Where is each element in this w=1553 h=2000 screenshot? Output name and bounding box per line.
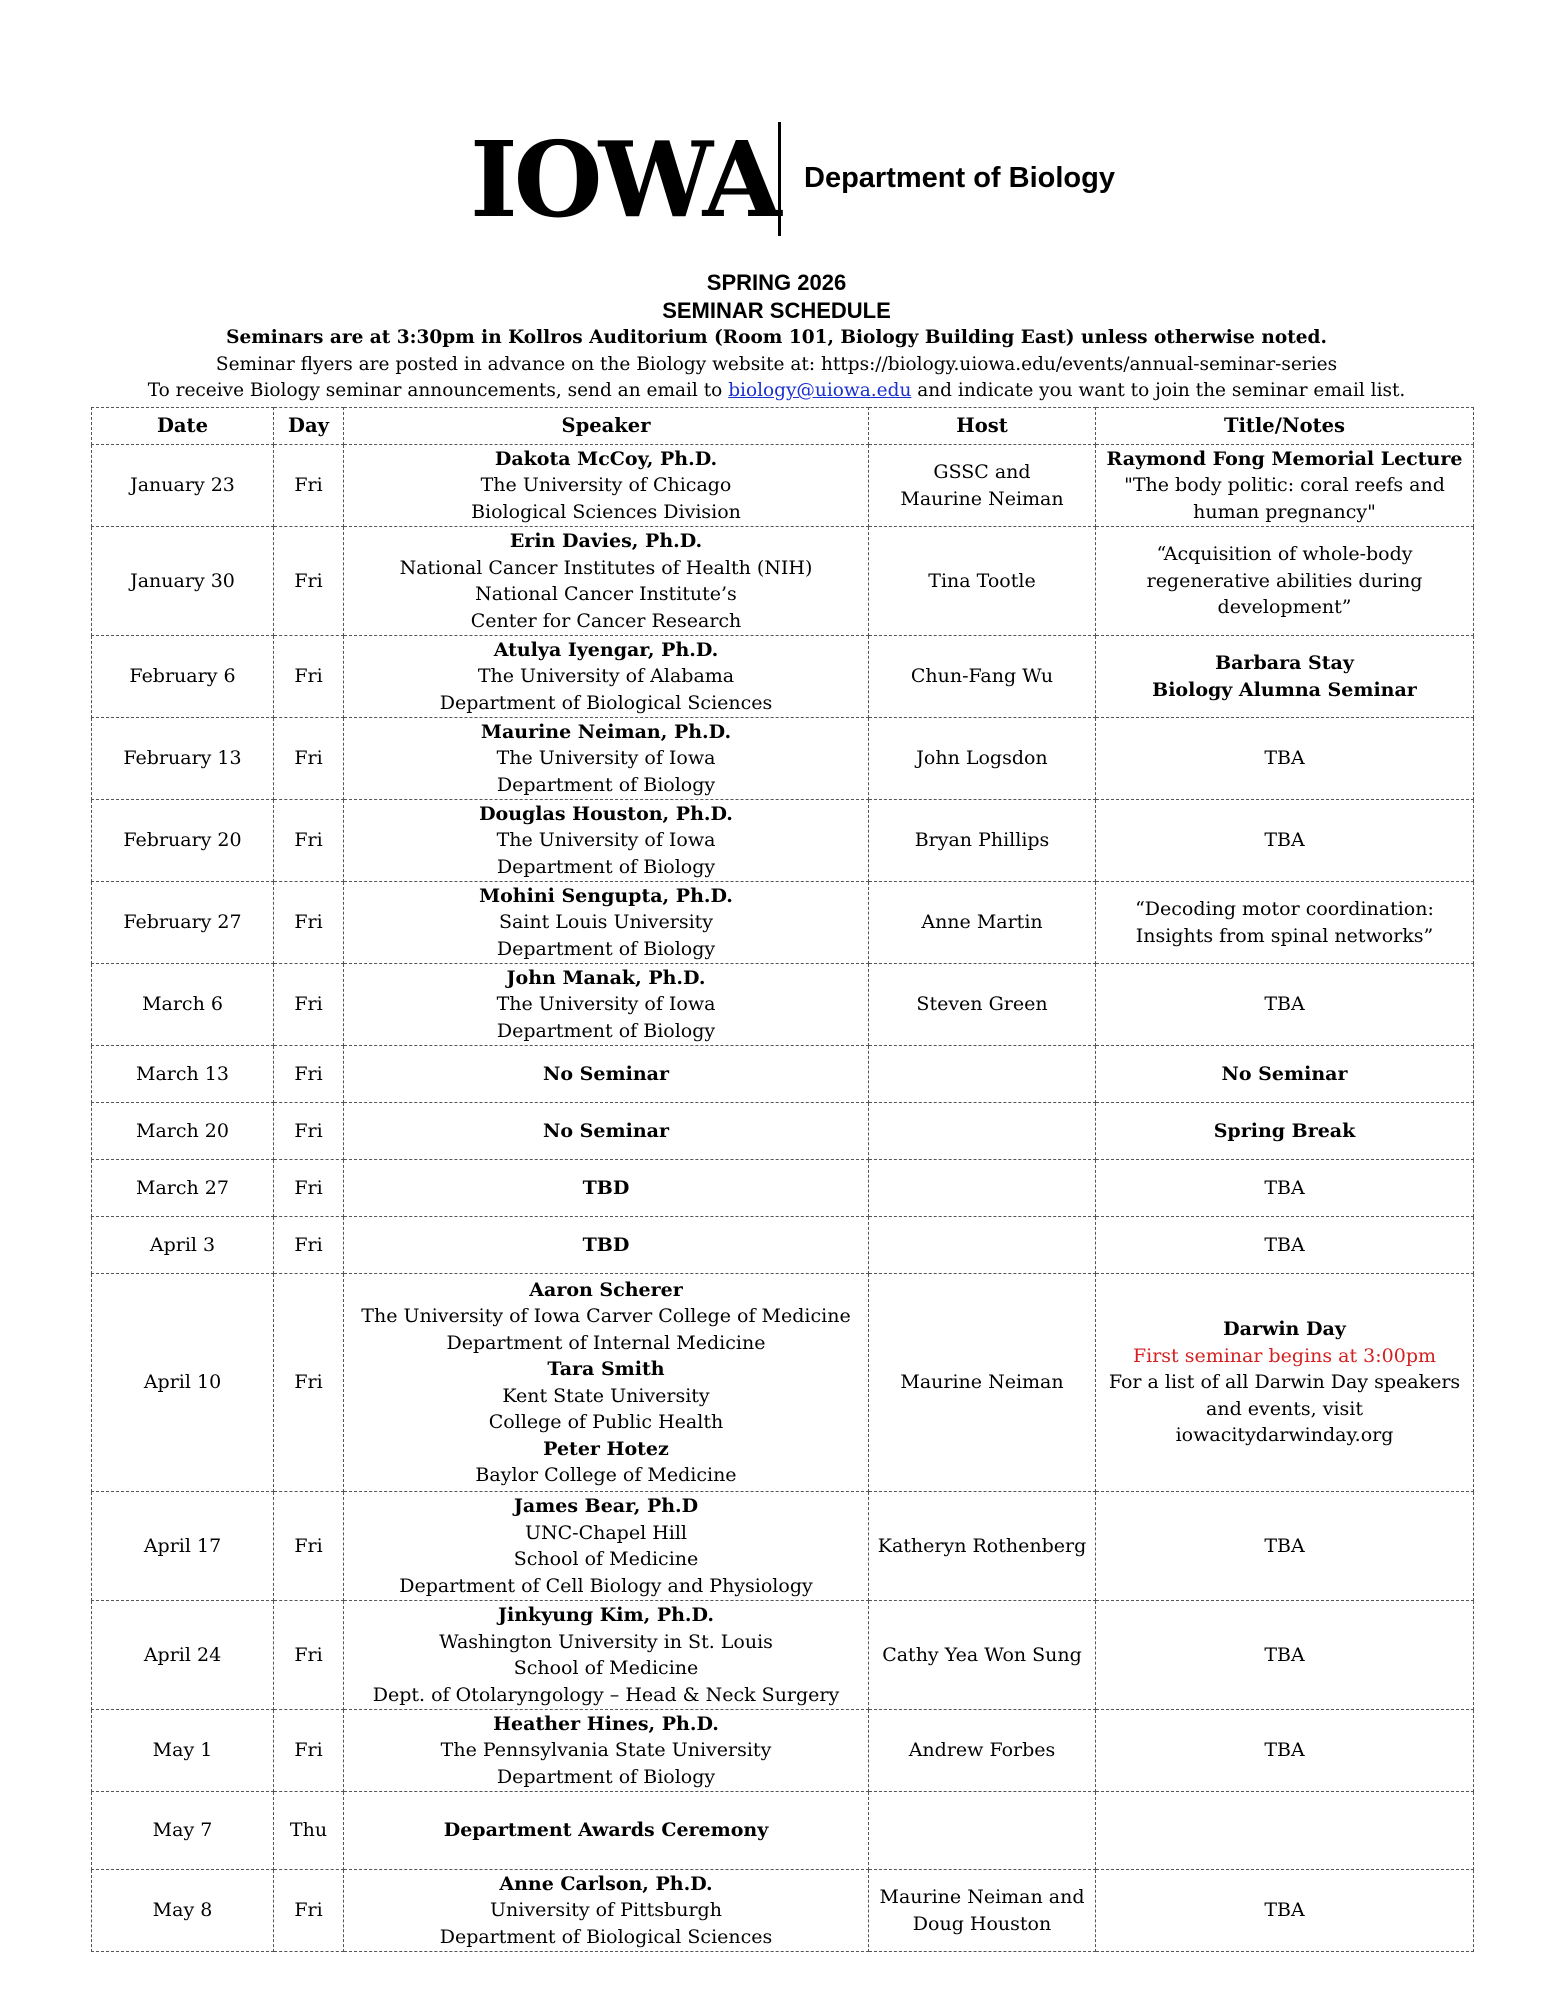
title-note-line: TBA: [1264, 1739, 1305, 1762]
speaker-affiliation: School of Medicine: [513, 1548, 699, 1570]
speaker-affiliation: Department of Biology: [496, 1765, 716, 1788]
column-header-speaker: Speaker: [344, 408, 869, 445]
host-name: Katheryn Rothenberg: [877, 1534, 1087, 1557]
cell-date: March 13: [92, 1046, 274, 1103]
title-note-line: Spring Break: [1213, 1119, 1356, 1142]
table-row: [92, 1792, 1474, 1870]
speaker-affiliation: Department of Biological Sciences: [439, 1925, 773, 1948]
host-name: Tina Tootle: [928, 569, 1036, 592]
cell-speaker: [344, 800, 869, 882]
cell-date: May 8: [92, 1870, 274, 1952]
table-row: [92, 1492, 1474, 1601]
cell-host: [869, 800, 1096, 882]
email-note: [0, 380, 1553, 401]
title-note-line: Barbara Stay: [1215, 652, 1354, 674]
host-name: Maurine Neiman: [900, 487, 1064, 510]
department-name: Department of Biology: [804, 162, 1115, 194]
host-name: Maurine Neiman and: [879, 1886, 1085, 1908]
cell-host: [869, 882, 1096, 964]
table-row: [92, 445, 1474, 527]
table-row: [92, 1103, 1474, 1160]
title-note-line: TBA: [1264, 993, 1305, 1016]
speaker-name: Heather Hines, Ph.D.: [493, 1712, 719, 1735]
speaker-affiliation: Biological Sciences Division: [471, 500, 741, 523]
logo-wordmark: IOWA: [470, 118, 778, 241]
column-header-day: Day: [274, 408, 344, 445]
speaker-affiliation: Department of Cell Biology and Physiology: [399, 1574, 813, 1597]
cell-title-notes: [1096, 527, 1474, 636]
speaker-name: Peter Hotez: [543, 1437, 669, 1460]
speaker-affiliation: The University of Iowa: [496, 829, 716, 852]
title-note-line: Darwin Day: [1223, 1318, 1346, 1341]
cell-date: May 1: [92, 1710, 274, 1792]
title-note-line: TBA: [1264, 747, 1305, 770]
title-note-line: Biology Alumna Seminar: [1152, 678, 1417, 701]
title-note-line: For a list of all Darwin Day speakers: [1108, 1371, 1461, 1394]
cell-host: [869, 1046, 1096, 1103]
cell-date: May 7: [92, 1792, 274, 1870]
table-row: [92, 800, 1474, 882]
cell-speaker: [344, 1046, 869, 1103]
speaker-affiliation: University of Pittsburgh: [490, 1899, 722, 1922]
cell-host: [869, 527, 1096, 636]
table-row: [92, 1710, 1474, 1792]
schedule-table: [91, 407, 1474, 1952]
cell-host: [869, 1601, 1096, 1710]
cell-day: Fri: [274, 800, 344, 882]
cell-host: [869, 1160, 1096, 1217]
title-note-line: "The body politic: coral reefs and: [1124, 474, 1445, 497]
cell-date: January 30: [92, 527, 274, 636]
cell-speaker: [344, 445, 869, 527]
schedule-title: SEMINAR SCHEDULE: [662, 298, 891, 323]
title-note-line: iowacitydarwinday.org: [1175, 1424, 1394, 1447]
cell-day: Fri: [274, 1217, 344, 1274]
cell-host: [869, 1710, 1096, 1792]
speaker-name: Mohini Sengupta, Ph.D.: [479, 884, 733, 907]
speaker-name: Department Awards Ceremony: [443, 1819, 769, 1842]
speaker-affiliation: National Cancer Institute’s: [475, 583, 737, 605]
title-note-line: “Acquisition of whole-body: [1156, 543, 1413, 566]
cell-title-notes: [1096, 1274, 1474, 1492]
speaker-affiliation: The University of Iowa Carver College of Medicine: [361, 1305, 851, 1327]
cell-day: Fri: [274, 1103, 344, 1160]
speaker-name: Anne Carlson, Ph.D.: [499, 1872, 713, 1895]
cell-speaker: [344, 882, 869, 964]
cell-speaker: [344, 1103, 869, 1160]
email-link[interactable]: biology@uiowa.edu: [728, 380, 912, 401]
speaker-affiliation: Department of Biological Sciences: [439, 691, 773, 714]
speaker-name: TBD: [582, 1176, 630, 1199]
speaker-affiliation: Dept. of Otolaryngology – Head & Neck Surgery: [372, 1683, 840, 1706]
speaker-name: No Seminar: [543, 1119, 669, 1142]
speaker-affiliation: Department of Biology: [496, 937, 716, 960]
cell-title-notes: [1096, 1217, 1474, 1274]
cell-host: [869, 718, 1096, 800]
cell-title-notes: [1096, 1792, 1474, 1870]
table-row: [92, 964, 1474, 1046]
cell-date: April 10: [92, 1274, 274, 1492]
speaker-affiliation: The University of Alabama: [477, 665, 735, 688]
speaker-affiliation: The University of Chicago: [480, 474, 732, 497]
table-row: [92, 718, 1474, 800]
iowa-logo: [470, 118, 1115, 241]
column-header-title-notes: Title/Notes: [1096, 408, 1474, 445]
cell-speaker: [344, 964, 869, 1046]
speaker-affiliation: Department of Biology: [496, 1019, 716, 1042]
speaker-affiliation: Kent State University: [502, 1384, 710, 1407]
title-note-line: Insights from spinal networks”: [1135, 924, 1434, 947]
schedule-body: [92, 445, 1474, 1952]
table-row: [92, 1217, 1474, 1274]
cell-day: Fri: [274, 445, 344, 527]
cell-date: March 27: [92, 1160, 274, 1217]
table-row: [92, 1870, 1474, 1952]
cell-host: [869, 1217, 1096, 1274]
cell-title-notes: [1096, 882, 1474, 964]
speaker-name: Jinkyung Kim, Ph.D.: [498, 1604, 714, 1626]
cell-title-notes: [1096, 445, 1474, 527]
title-note-line: regenerative abilities during: [1146, 569, 1423, 592]
speaker-affiliation: School of Medicine: [513, 1657, 699, 1679]
table-row: [92, 1160, 1474, 1217]
speaker-affiliation: The University of Iowa: [496, 993, 716, 1016]
title-note-line: TBA: [1264, 1534, 1305, 1557]
title-note-line: Raymond Fong Memorial Lecture: [1106, 447, 1463, 470]
cell-speaker: [344, 636, 869, 718]
speaker-name: Douglas Houston, Ph.D.: [479, 802, 733, 825]
speaker-name: John Manak, Ph.D.: [506, 966, 706, 989]
cell-title-notes: [1096, 1046, 1474, 1103]
title-note-line: TBA: [1264, 1643, 1305, 1666]
cell-date: February 6: [92, 636, 274, 718]
cell-date: February 13: [92, 718, 274, 800]
table-row: [92, 636, 1474, 718]
cell-speaker: [344, 1601, 869, 1710]
table-row: [92, 882, 1474, 964]
speaker-affiliation: The University of Iowa: [496, 747, 716, 770]
cell-date: February 20: [92, 800, 274, 882]
title-note-line: “Decoding motor coordination:: [1135, 898, 1434, 920]
cell-title-notes: [1096, 1870, 1474, 1952]
cell-day: Fri: [274, 1601, 344, 1710]
cell-date: April 17: [92, 1492, 274, 1601]
cell-host: [869, 1870, 1096, 1952]
cell-host: [869, 964, 1096, 1046]
column-header-date: Date: [92, 408, 274, 445]
cell-host: [869, 1792, 1096, 1870]
host-name: Maurine Neiman: [900, 1371, 1064, 1394]
flyers-note: Seminar flyers are posted in advance on the Biology website at: https://biology.uiowa.edu/events/annual-seminar-series: [215, 354, 1338, 375]
cell-host: [869, 1492, 1096, 1601]
cell-date: March 20: [92, 1103, 274, 1160]
speaker-name: Atulya Iyengar, Ph.D.: [493, 638, 719, 661]
speaker-affiliation: National Cancer Institutes of Health (NIH): [399, 556, 813, 579]
speaker-affiliation: Department of Biology: [496, 855, 716, 878]
logo-divider: [778, 122, 781, 236]
title-note-line: No Seminar: [1221, 1062, 1348, 1085]
cell-day: Fri: [274, 1046, 344, 1103]
cell-date: January 23: [92, 445, 274, 527]
speaker-name: No Seminar: [543, 1062, 669, 1085]
title-note-line: and events, visit: [1206, 1397, 1363, 1420]
table-header-row: [92, 408, 1474, 445]
speaker-affiliation: UNC-Chapel Hill: [524, 1521, 688, 1544]
host-name: Cathy Yea Won Sung: [882, 1643, 1082, 1666]
host-name: John Logsdon: [916, 747, 1048, 770]
cell-title-notes: [1096, 718, 1474, 800]
host-name: Steven Green: [916, 993, 1048, 1016]
speaker-name: James Bear, Ph.D: [513, 1495, 699, 1517]
cell-day: Fri: [274, 1160, 344, 1217]
cell-host: [869, 636, 1096, 718]
title-note-line: development”: [1217, 596, 1352, 619]
cell-speaker: [344, 1217, 869, 1274]
speaker-affiliation: Saint Louis University: [498, 911, 714, 934]
cell-title-notes: [1096, 964, 1474, 1046]
host-name: GSSC and: [933, 461, 1031, 483]
cell-speaker: [344, 1160, 869, 1217]
cell-day: Fri: [274, 527, 344, 636]
speaker-name: TBD: [582, 1233, 630, 1256]
title-note-line: human pregnancy": [1193, 500, 1376, 523]
speaker-affiliation: The Pennsylvania State University: [440, 1739, 772, 1762]
speaker-affiliation: Department of Biology: [496, 773, 716, 796]
cell-host: [869, 1103, 1096, 1160]
speaker-affiliation: Washington University in St. Louis: [439, 1630, 773, 1653]
cell-title-notes: [1096, 1710, 1474, 1792]
cell-day: Fri: [274, 1492, 344, 1601]
email-note-before: To receive Biology seminar announcements, send an email to: [147, 380, 729, 401]
speaker-name: Aaron Scherer: [529, 1278, 683, 1301]
cell-date: April 24: [92, 1601, 274, 1710]
table-row: [92, 1046, 1474, 1103]
title-note-line: TBA: [1264, 1899, 1305, 1922]
table-row: [92, 527, 1474, 636]
title-note-line: TBA: [1264, 829, 1305, 852]
speaker-affiliation: Center for Cancer Research: [470, 609, 742, 632]
cell-title-notes: [1096, 1103, 1474, 1160]
title-note-line: First seminar begins at 3:00pm: [1132, 1344, 1437, 1367]
speaker-name: Dakota McCoy, Ph.D.: [494, 447, 718, 470]
speaker-affiliation: Department of Internal Medicine: [446, 1331, 766, 1354]
cell-title-notes: [1096, 1160, 1474, 1217]
cell-date: March 6: [92, 964, 274, 1046]
cell-host: [869, 445, 1096, 527]
cell-day: Fri: [274, 1870, 344, 1952]
column-header-host: Host: [869, 408, 1096, 445]
speaker-name: Maurine Neiman, Ph.D.: [480, 720, 732, 743]
cell-day: Fri: [274, 1710, 344, 1792]
cell-speaker: [344, 718, 869, 800]
cell-title-notes: [1096, 1601, 1474, 1710]
cell-speaker: [344, 1710, 869, 1792]
cell-day: Fri: [274, 882, 344, 964]
host-name: Chun-Fang Wu: [910, 665, 1054, 688]
speaker-name: Tara Smith: [547, 1358, 665, 1380]
speaker-name: Erin Davies, Ph.D.: [509, 530, 703, 552]
cell-day: Fri: [274, 718, 344, 800]
email-note-after: and indicate you want to join the seminar email list.: [911, 380, 1406, 401]
cell-speaker: [344, 1492, 869, 1601]
time-location-note: Seminars are at 3:30pm in Kollros Auditorium (Room 101, Biology Building East) unless otherwise noted.: [226, 327, 1327, 348]
cell-title-notes: [1096, 800, 1474, 882]
host-name: Bryan Phillips: [914, 829, 1050, 852]
table-row: [92, 1601, 1474, 1710]
host-name: Doug Houston: [912, 1912, 1052, 1935]
table-row: [92, 1274, 1474, 1492]
host-name: Andrew Forbes: [908, 1739, 1056, 1762]
cell-speaker: [344, 1274, 869, 1492]
cell-speaker: [344, 1870, 869, 1952]
title-note-line: TBA: [1264, 1233, 1305, 1256]
cell-title-notes: [1096, 636, 1474, 718]
cell-day: Thu: [274, 1792, 344, 1870]
speaker-affiliation: Baylor College of Medicine: [475, 1464, 737, 1486]
cell-speaker: [344, 1792, 869, 1870]
term-title: SPRING 2026: [706, 270, 847, 295]
cell-speaker: [344, 527, 869, 636]
title-note-line: TBA: [1264, 1176, 1305, 1199]
speaker-affiliation: College of Public Health: [488, 1411, 724, 1433]
cell-day: Fri: [274, 1274, 344, 1492]
host-name: Anne Martin: [921, 911, 1043, 934]
cell-title-notes: [1096, 1492, 1474, 1601]
cell-day: Fri: [274, 964, 344, 1046]
cell-day: Fri: [274, 636, 344, 718]
cell-host: [869, 1274, 1096, 1492]
cell-date: April 3: [92, 1217, 274, 1274]
cell-date: February 27: [92, 882, 274, 964]
